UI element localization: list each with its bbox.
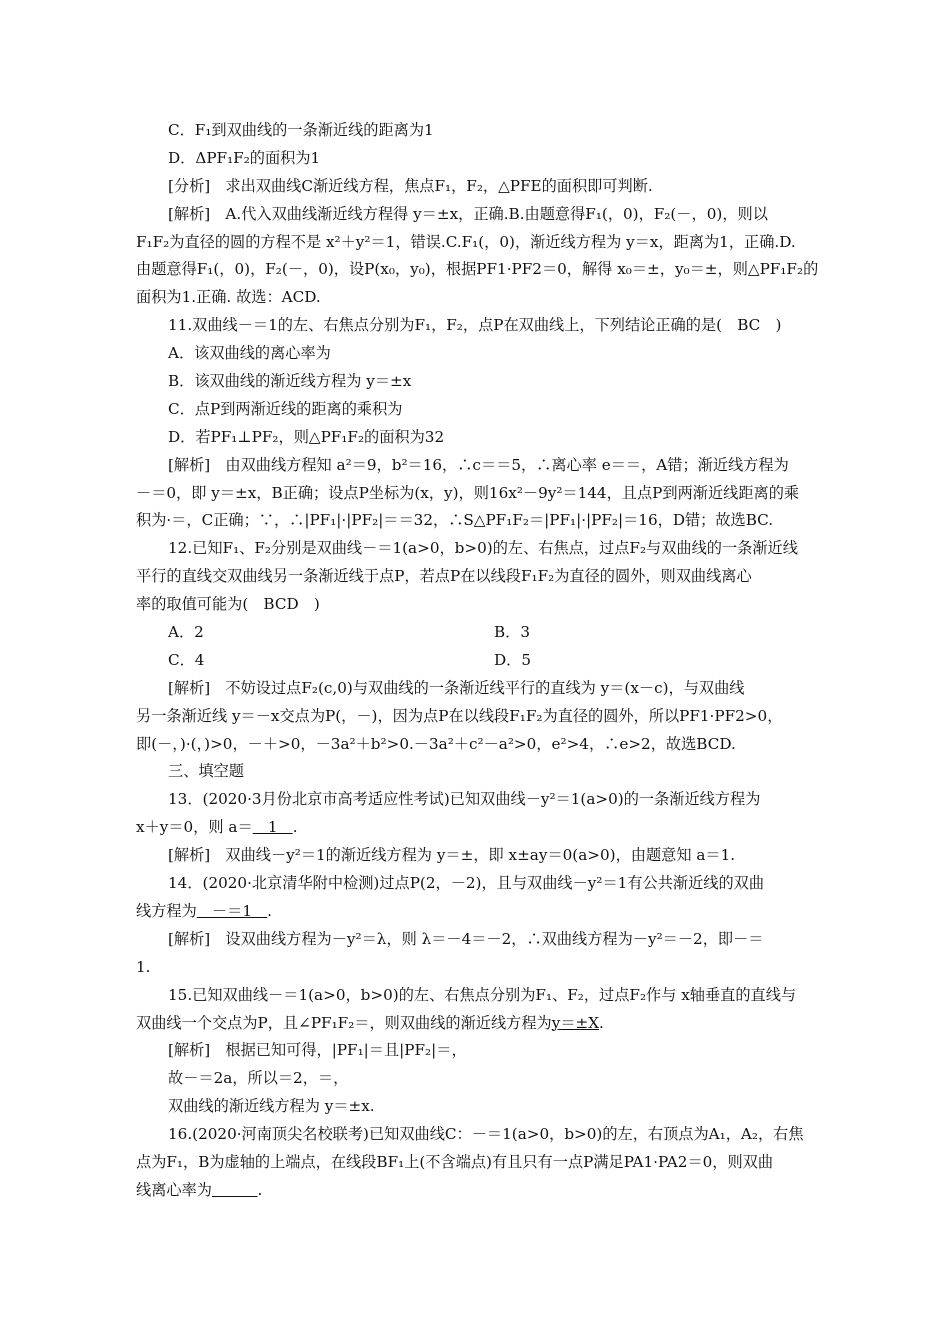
text-fragment: . xyxy=(267,901,272,920)
text-line: 12.已知F₁、F₂分别是双曲线－＝1(a>0，b>0)的左、右焦点，过点F₂与双曲线的一条渐近线 xyxy=(168,539,798,558)
text-line: 率的取值可能为( BCD ) xyxy=(136,595,320,614)
text-line: 另一条渐近线 y＝－x交点为P(，－)，因为点P在以线段F₁F₂为直径的圆外，所以PF1·PF2>0， xyxy=(136,706,783,725)
text-line xyxy=(136,898,816,926)
text-line: 1. xyxy=(136,957,151,976)
text-line: C．F₁到双曲线的一条渐近线的距离为1 xyxy=(168,121,434,139)
answer-blank: －＝1 xyxy=(196,901,268,920)
text-fragment: 线离心率为 xyxy=(136,1180,212,1199)
answer-option: B．3 xyxy=(494,623,531,642)
text-line: A．该双曲线的离心率为 xyxy=(168,344,331,363)
text-line: 15.已知双曲线－＝1(a>0，b>0)的左、右焦点分别为F₁、F₂，过点F₂作与 x轴垂直的直线与 xyxy=(168,985,797,1004)
text-line xyxy=(136,647,816,675)
text-fragment: 线方程为 xyxy=(136,901,197,920)
text-line: [解析] 根据已知可得，|PF₁|＝且|PF₂|＝， xyxy=(168,1041,467,1060)
text-line xyxy=(136,814,816,842)
text-fragment: x＋y＝0，则 a＝ xyxy=(136,818,253,837)
text-line: 积为·＝，C正确；∵，∴|PF₁|·|PF₂|＝＝32，∴S△PF₁F₂＝|PF₁|·|PF₂|＝16，D错；故选BC. xyxy=(136,511,774,530)
text-line: [解析] 双曲线－y²＝1的渐近线方程为 y＝±，即 x±ay＝0(a>0)，由题意知 a＝1. xyxy=(168,846,736,865)
text-line: C．点P到两渐近线的距离的乘积为 xyxy=(168,399,403,418)
answer-blank: 1 xyxy=(252,818,293,837)
text-line: D．若PF₁⊥PF₂，则△PF₁F₂的面积为32 xyxy=(168,427,445,446)
answer-blank: y＝±X xyxy=(551,1013,600,1032)
text-line: [解析] 不妨设过点F₂(c,0)与双曲线的一条渐近线平行的直线为 y＝(x－c)，与双曲线 xyxy=(168,678,745,697)
answer-blank xyxy=(212,1181,258,1199)
text-line xyxy=(136,1177,816,1205)
text-line: 即(－，)·(，)>0，－＋>0，－3a²＋b²>0.－3a²＋c²－a²>0，e²>4，∴e>2，故选BCD. xyxy=(136,734,736,753)
text-line: [解析] 设双曲线方程为－y²＝λ，则 λ＝－4＝－2，∴双曲线方程为－y²＝－2，即－＝ xyxy=(168,929,764,948)
text-line: 故－＝2a，所以＝2，＝， xyxy=(168,1069,349,1088)
text-line: F₁F₂为直径的圆的方程不是 x²＋y²＝1，错误.C.F₁(，0)，渐近线方程为 y＝x，距离为1，正确.D. xyxy=(136,232,796,251)
text-line: 16.(2020·河南顶尖名校联考)已知双曲线C：－＝1(a>0，b>0)的左，右顶点为A₁，A₂，右焦 xyxy=(168,1125,804,1144)
text-line: 14．(2020·北京清华附中检测)过点P(2，－2)，且与双曲线－y²＝1有公共渐近线的双曲 xyxy=(168,874,765,893)
text-line: 面积为1.正确. 故选：ACD. xyxy=(136,288,321,307)
text-line: B．该双曲线的渐近线方程为 y＝±x xyxy=(168,372,412,391)
text-line xyxy=(136,1010,816,1038)
text-line: 三、填空题 xyxy=(168,762,244,781)
answer-option: C．4 xyxy=(168,650,205,669)
text-fragment: 双曲线一个交点为P，且∠PF₁F₂＝，则双曲线的渐近线方程为 xyxy=(136,1013,552,1032)
text-line: [解析] A.代入双曲线渐近线方程得 y＝±x，正确.B.由题意得F₁(，0)，F₂(－，0)，则以 xyxy=(168,204,768,223)
text-line: 平行的直线交双曲线另一条渐近线于点P，若点P在以线段F₁F₂为直径的圆外，则双曲线离心 xyxy=(136,567,752,586)
text-line: [分析] 求出双曲线C渐近线方程，焦点F₁，F₂，△PFE的面积即可判断. xyxy=(168,176,653,195)
text-line: [解析] 由双曲线方程知 a²＝9，b²＝16，∴c＝＝5，∴离心率 e＝＝，A错；渐近线方程为 xyxy=(168,455,789,474)
text-line: 双曲线的渐近线方程为 y＝±x. xyxy=(168,1097,375,1116)
document-page xyxy=(136,117,819,1205)
text-line: 由题意得F₁(，0)，F₂(－，0)，设P(x₀，y₀)，根据PF1·PF2＝0，解得 x₀＝±，y₀＝±，则△PF₁F₂的 xyxy=(136,260,819,279)
text-line: 点为F₁，B为虚轴的上端点，在线段BF₁上(不含端点)有且只有一点P满足PA1·PA2＝0，则双曲 xyxy=(136,1152,774,1171)
text-fragment: . xyxy=(292,818,298,837)
answer-option: A．2 xyxy=(168,623,204,642)
text-line: －＝0，即 y＝±x，B正确；设点P坐标为(x，y)，则16x²－9y²＝144，且点P到两渐近线距离的乘 xyxy=(136,483,800,502)
text-fragment: . xyxy=(257,1180,263,1199)
text-line: 13．(2020·3月份北京市高考适应性考试)已知双曲线－y²＝1(a>0)的一条渐近线方程为 xyxy=(168,790,761,809)
text-line: D．ΔPF₁F₂的面积为1 xyxy=(168,148,321,167)
answer-option: D．5 xyxy=(494,650,532,669)
text-line xyxy=(136,619,816,647)
text-line: 11.双曲线－＝1的左、右焦点分别为F₁，F₂，点P在双曲线上，下列结论正确的是( BC ) xyxy=(168,316,782,335)
text-fragment: . xyxy=(599,1013,604,1032)
